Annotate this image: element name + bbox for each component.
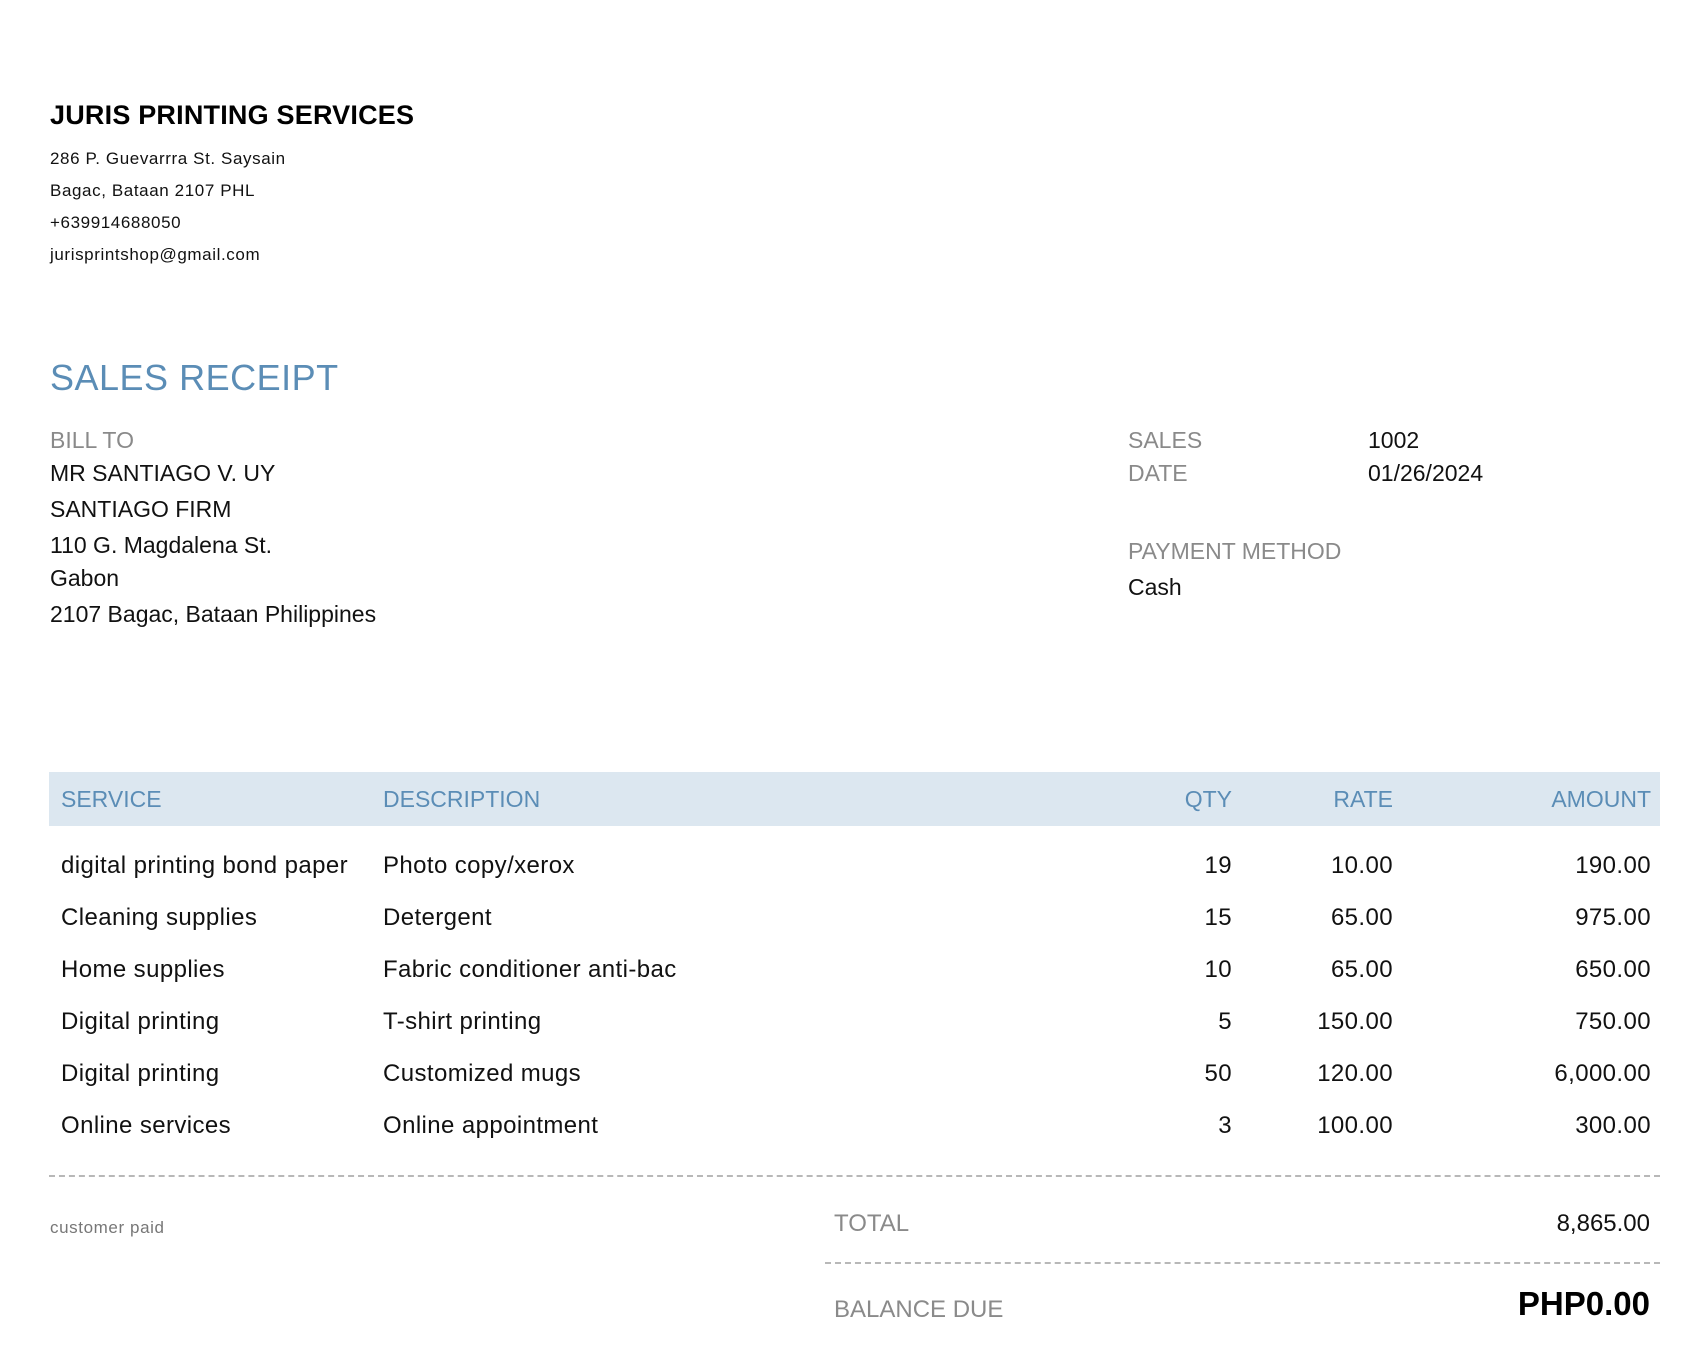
company-email: jurisprintshop@gmail.com xyxy=(50,245,261,264)
row-service: digital printing bond paper xyxy=(61,852,348,879)
table-row xyxy=(49,1008,1660,1060)
table-row xyxy=(49,904,1660,956)
row-amount: 650.00 xyxy=(1575,956,1651,983)
row-rate: 65.00 xyxy=(1330,904,1393,931)
row-description: T-shirt printing xyxy=(383,1008,542,1035)
customer-paid-note: customer paid xyxy=(50,1218,165,1237)
table-row xyxy=(49,1060,1660,1112)
bill-to-label: BILL TO xyxy=(50,427,134,453)
row-description: Fabric conditioner anti-bac xyxy=(383,956,677,983)
row-service: Home supplies xyxy=(61,956,225,983)
bill-to-name: MR SANTIAGO V. UY xyxy=(50,460,276,486)
payment-method-value: Cash xyxy=(1128,574,1182,600)
row-qty: 10 xyxy=(1204,956,1232,983)
row-service: Online services xyxy=(61,1112,232,1139)
company-address-line1: 286 P. Guevarrra St. Saysain xyxy=(50,149,286,168)
column-header-service: SERVICE xyxy=(61,786,162,812)
date-label: DATE xyxy=(1128,460,1188,486)
bill-to-company: SANTIAGO FIRM xyxy=(50,496,232,522)
column-header-rate: RATE xyxy=(1333,786,1393,812)
company-phone: +639914688050 xyxy=(50,213,182,232)
payment-method-label: PAYMENT METHOD xyxy=(1128,538,1342,564)
column-header-description: DESCRIPTION xyxy=(383,786,541,812)
row-rate: 150.00 xyxy=(1317,1008,1393,1035)
bill-to-street: 110 G. Magdalena St. xyxy=(50,532,273,558)
row-service: Digital printing xyxy=(61,1060,220,1087)
table-row xyxy=(49,956,1660,1008)
row-description: Detergent xyxy=(383,904,492,931)
row-rate: 65.00 xyxy=(1330,956,1393,983)
row-rate: 100.00 xyxy=(1317,1112,1393,1139)
bill-to-barangay: Gabon xyxy=(50,565,120,591)
row-qty: 15 xyxy=(1204,904,1232,931)
row-rate: 10.00 xyxy=(1330,852,1393,879)
document-title: SALES RECEIPT xyxy=(50,357,339,398)
row-qty: 19 xyxy=(1204,852,1232,879)
total-divider xyxy=(825,1262,1660,1264)
row-service: Cleaning supplies xyxy=(61,904,258,931)
column-header-qty: QTY xyxy=(1184,786,1232,812)
row-amount: 6,000.00 xyxy=(1554,1060,1651,1087)
row-rate: 120.00 xyxy=(1317,1060,1393,1087)
balance-due-value: PHP0.00 xyxy=(1517,1285,1650,1322)
row-description: Online appointment xyxy=(383,1112,599,1139)
row-service: Digital printing xyxy=(61,1008,220,1035)
total-label: TOTAL xyxy=(834,1210,910,1237)
total-value: 8,865.00 xyxy=(1556,1210,1650,1237)
row-amount: 975.00 xyxy=(1575,904,1651,931)
table-row xyxy=(49,852,1660,904)
sales-number-label: SALES xyxy=(1128,427,1203,453)
table-divider xyxy=(49,1175,1660,1177)
row-amount: 750.00 xyxy=(1575,1008,1651,1035)
company-address-line2: Bagac, Bataan 2107 PHL xyxy=(50,181,256,200)
line-items-table-header xyxy=(49,772,1660,826)
column-header-amount: AMOUNT xyxy=(1551,786,1651,812)
row-qty: 5 xyxy=(1218,1008,1232,1035)
row-qty: 3 xyxy=(1218,1112,1232,1139)
row-description: Customized mugs xyxy=(383,1060,582,1087)
row-qty: 50 xyxy=(1204,1060,1232,1087)
table-row xyxy=(49,1112,1660,1164)
company-name: JURIS PRINTING SERVICES xyxy=(50,100,415,130)
row-amount: 190.00 xyxy=(1575,852,1651,879)
balance-due-label: BALANCE DUE xyxy=(834,1296,1004,1323)
sales-number-value: 1002 xyxy=(1368,427,1420,453)
row-amount: 300.00 xyxy=(1575,1112,1651,1139)
row-description: Photo copy/xerox xyxy=(383,852,575,879)
bill-to-city: 2107 Bagac, Bataan Philippines xyxy=(50,601,377,627)
date-value: 01/26/2024 xyxy=(1368,460,1484,486)
